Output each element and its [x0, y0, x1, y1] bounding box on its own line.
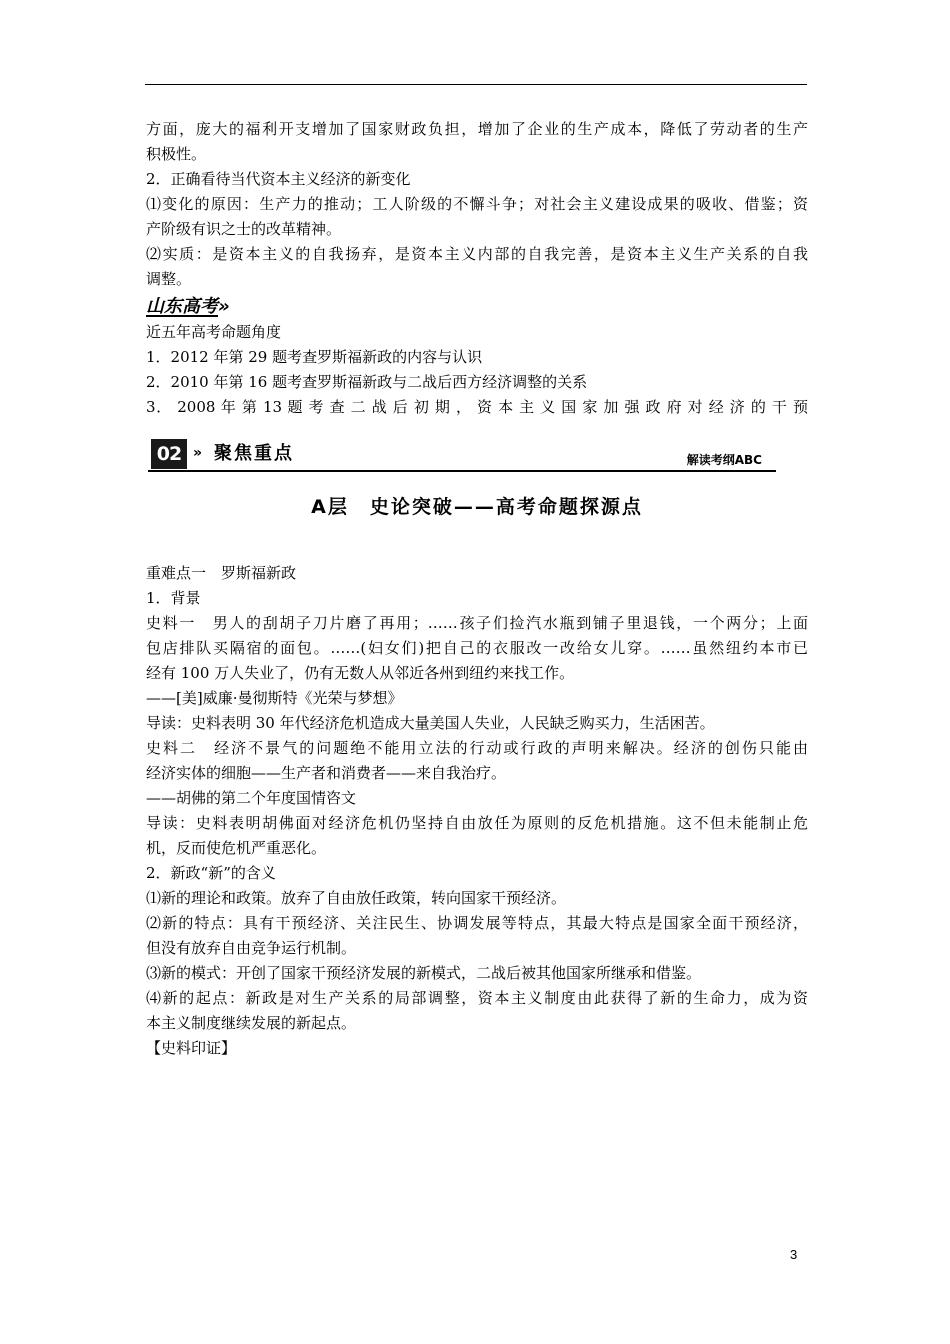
section-heading: 聚焦重点: [214, 443, 294, 464]
text-line: 导读：史料表明 30 年代经济危机造成大量美国人失业，人民缺乏购买力，生活困苦。: [146, 714, 715, 732]
text-line: 调整。: [146, 270, 192, 288]
exam-angle-lines: [146, 320, 808, 420]
section-rule: [148, 470, 776, 472]
shandong-title-mark: »: [218, 296, 230, 317]
layer-title: A层 史论突破——高考命题探源点: [311, 496, 643, 518]
text-line: 机，反而使危机严重恶化。: [146, 839, 327, 857]
header-rule: [145, 84, 807, 85]
text-line: 积极性。: [146, 145, 207, 163]
text-line: ⑵实质：是资本主义的自我扬弃，是资本主义内部的自我完善，是资本主义生产关系的自我: [146, 245, 808, 263]
text-line: 1．背景: [146, 589, 201, 607]
body-lines: [146, 561, 808, 1061]
shandong-gaokao-title: [146, 293, 808, 320]
section-arrow-icon: »: [193, 445, 203, 461]
text-line: 但没有放弃自由竞争运行机制。: [146, 939, 357, 957]
text-line: ⑷新的起点：新政是对生产关系的局部调整，资本主义制度由此获得了新的生命力，成为资: [146, 989, 808, 1007]
text-line: ⑴新的理论和政策。放弃了自由放任政策，转向国家干预经济。: [146, 889, 567, 907]
text-line: 近五年高考命题角度: [146, 323, 282, 341]
section-banner: [148, 436, 776, 472]
text-line: 导读：史料表明胡佛面对经济危机仍坚持自由放任为原则的反危机措施。这不但未能制止危: [146, 814, 808, 832]
text-line: 方面，庞大的福利开支增加了国家财政负担，增加了企业的生产成本，降低了劳动者的生产: [146, 120, 808, 138]
text-line: 经济实体的细胞——生产者和消费者——来自我治疗。: [146, 764, 507, 782]
text-line: ——[美]威廉·曼彻斯特《光荣与梦想》: [146, 689, 403, 707]
text-line: ——胡佛的第二个年度国情咨文: [146, 789, 357, 807]
top-lines: [146, 117, 808, 292]
text-line: 史料二 经济不景气的问题绝不能用立法的行动或行政的声明来解决。经济的创伤只能由: [146, 739, 808, 757]
text-line: ⑵新的特点：具有干预经济、关注民生、协调发展等特点，其最大特点是国家全面干预经济，: [146, 914, 808, 932]
text-line: 2．正确看待当代资本主义经济的新变化: [146, 170, 411, 188]
text-line: 史料一 男人的刮胡子刀片磨了再用；……孩子们捡汽水瓶到铺子里退钱，一个两分；上面: [146, 614, 808, 632]
section-right-label: 解读考纲ABC: [686, 453, 762, 467]
section-number-badge: 02: [151, 439, 187, 469]
page-number: 3: [790, 1247, 798, 1262]
text-line: 重难点一 罗斯福新政: [146, 564, 297, 582]
text-line: 2．新政“新”的含义: [146, 864, 276, 882]
top-text-block: [146, 117, 808, 420]
body-text-block: [146, 561, 808, 1061]
text-line: 经有 100 万人失业了，仍有无数人从邻近各州到纽约来找工作。: [146, 664, 575, 682]
text-line: 1．2012 年第 29 题考查罗斯福新政的内容与认识: [146, 348, 483, 366]
shandong-title-text: 山东高考: [146, 296, 218, 317]
text-line: 3． 2008 年 第 13 题 考 查 二 战 后 初 期 ， 资 本 主 义 国 家 加 强 政 府 对 经 济 的 干 预: [146, 398, 808, 416]
text-line: ⑶新的模式：开创了国家干预经济发展的新模式，二战后被其他国家所继承和借鉴。: [146, 964, 702, 982]
text-line: 【史料印证】: [146, 1039, 237, 1057]
text-line: 包店排队买隔宿的面包。……(妇女们)把自己的衣服改一改给女儿穿。……虽然纽约本市已: [146, 639, 808, 657]
text-line: 2．2010 年第 16 题考查罗斯福新政与二战后西方经济调整的关系: [146, 373, 588, 391]
text-line: 本主义制度继续发展的新起点。: [146, 1014, 357, 1032]
text-line: ⑴变化的原因：生产力的推动；工人阶级的不懈斗争；对社会主义建设成果的吸收、借鉴；资: [146, 195, 808, 213]
text-line: 产阶级有识之士的改革精神。: [146, 220, 342, 238]
